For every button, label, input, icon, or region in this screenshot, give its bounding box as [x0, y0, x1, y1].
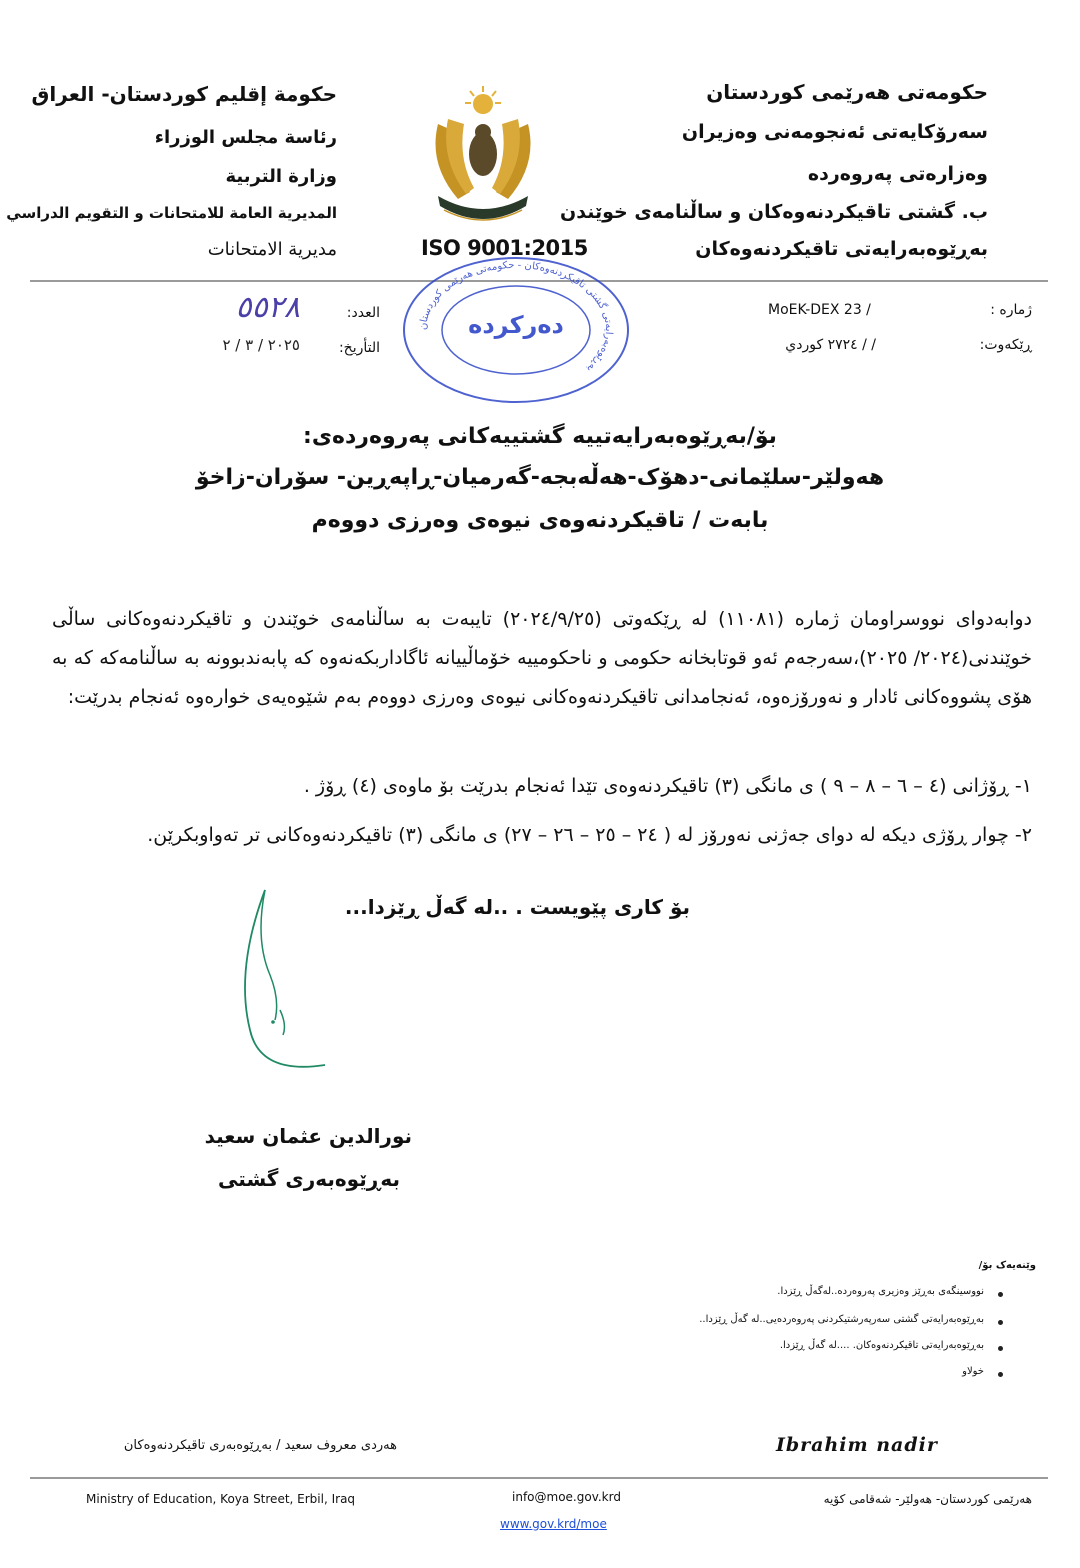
cc-item-1: نووسینگەی بەڕێز وەزیری پەروەردە..لەگەڵ ڕێزدا.: [777, 1286, 984, 1297]
kurdistan-emblem-icon: [408, 84, 558, 234]
header-directorate-ar: المديرية العامة للامتحانات و التقويم الدراسي: [6, 204, 337, 222]
header-gov-ar: حكومة إقليم كوردستان- العراق: [31, 82, 337, 106]
header-dept-ku: بەڕێوەبەرایەتی تاقیکردنەوەکان: [695, 238, 988, 260]
date-label-ar: التأريخ:: [338, 340, 380, 356]
signatory-name: نورالدين عثمان سعيد: [204, 1124, 412, 1148]
number-label-ar: العدد:: [346, 305, 380, 321]
header-gov-ku: حکومەتی هەرێمی کوردستان: [706, 80, 988, 104]
footer-address-en: Ministry of Education, Koya Street, Erbil, Iraq: [86, 1492, 356, 1506]
header-council-ar: رئاسة مجلس الوزراء: [154, 127, 337, 148]
footer-address-ku: هەرێمی کوردستان- هەولێر- شەقامی کۆیە: [823, 1492, 1032, 1506]
footer-website-link[interactable]: www.gov.krd/moe: [500, 1517, 607, 1531]
date-value: / / ٢٧٢٤ كوردي: [785, 337, 876, 353]
cc-bullet: [998, 1372, 1003, 1377]
date-label-ku: ڕێکەوت:: [979, 337, 1032, 353]
addressee: بۆ/بەڕێوەبەرایەتییە گشتییەکانی پەروەردەی:: [303, 424, 777, 449]
header-directorate-ku: ب. گشتی تاقیکردنەوەکان و ساڵنامەی خوێندن: [560, 201, 988, 223]
iso-certification: ISO 9001:2015: [421, 236, 588, 260]
number-handwritten: ٥٥٢٨: [235, 290, 300, 325]
cc-bullet: [998, 1320, 1003, 1325]
list-item-1: ١- ڕۆژانی (٤ – ٦ – ٨ – ٩ ) ی مانگی (٣) تاقیکردنەوەی تێدا ئەنجام بدرێت بۆ ماوەی (٤) ڕۆژ .: [303, 775, 1032, 797]
header-council-ku: سەرۆکایەتی ئەنجومەنی وەزیران: [681, 121, 988, 143]
signature-mark: [225, 880, 355, 1080]
cc-item-3: بەڕێوەبەرایەتی تاقیکردنەوەکان. ....لە گەڵ ڕێزدا.: [779, 1340, 984, 1351]
prepared-by-ku: هەردی معروف سعید / بەڕێوەبەری تاقیکردنەوەکان: [123, 1438, 397, 1453]
issued-stamp: [400, 255, 632, 405]
addressee-cities: هەولێر-سلێمانی-دهۆک-هەڵەبجە-گەرمیان-ڕاپەڕین- سۆران-زاخۆ: [195, 465, 885, 490]
date-handwritten: ٢٠٢٥ / ٣ / ٢: [222, 336, 300, 354]
cc-heading: وێنەیەک بۆ/: [978, 1260, 1036, 1271]
header-ministry-ar: وزارة التربية: [225, 166, 337, 187]
cc-item-4: خولاو: [962, 1366, 984, 1377]
number-value: MoEK-DEX 23 /: [768, 302, 871, 318]
footer-divider: [30, 1477, 1048, 1479]
list-item-2: ٢- چوار ڕۆژی دیکە لە دوای جەژنی نەورۆز لە ( ٢٤ – ٢٥ – ٢٦ – ٢٧) ی مانگی (٣) تاقیکردنەوەکانی تر تەواوبکرێن.: [147, 824, 1032, 846]
closing-line: بۆ کاری پێویست . ..لە گەڵ ڕێزدا...: [344, 895, 690, 919]
subject-line: بابەت / تاقیکردنەوەی نیوەی وەرزی دووەم: [311, 508, 769, 533]
cc-bullet: [998, 1346, 1003, 1351]
prepared-by-en: Ibrahim nadir: [776, 1434, 938, 1456]
header-dept-ar: مديرية الامتحانات: [207, 239, 337, 260]
header-ministry-ku: وەزارەتی پەروەردە: [807, 163, 988, 185]
cc-item-2: بەڕێوەبەرایەتی گشتی سەرپەرشتیکردنی پەروەردەیی..لە گەڵ ڕێزدا..: [699, 1314, 984, 1325]
signatory-title: بەڕێوەبەری گشتی: [218, 1167, 400, 1191]
stamp-ring-text: بەڕێوەبەرایەتی گشتی تاقیکردنەوەکان - حکومەتی هەرێمی کوردستان: [417, 259, 615, 375]
cc-bullet: [998, 1292, 1003, 1297]
body-paragraph: دوابەدوای نووسراومان ژمارە (١١٠٨١) لە ڕێکەوتی (٢٠٢٤/٩/٢٥) تایبەت بە ساڵنامەی خوێندن و تاقیکردنەوەکانی ساڵی خوێندنی(٢٠٢٤/ ٢٠٢٥)،سەرجەم ئەو قوتابخانە حکومی و ناحکومییە خۆماڵییانە ئاگاداربکەنەوە کە پابەندبوونە بە ساڵنامەکە کە بە هۆی پشووەکانی ئادار و نەورۆزەوە، ئەنجامدانی تاقیکردنەوەکانی نیوەی وەرزی دووەم بەم شێوەیەی خوارەوە ئەنجام بدرێت:: [52, 608, 1032, 708]
number-label-ku: ژمارە :: [990, 302, 1032, 318]
footer-email[interactable]: info@moe.gov.krd: [512, 1490, 621, 1504]
stamp-center-text: دەرکرده: [468, 311, 564, 339]
